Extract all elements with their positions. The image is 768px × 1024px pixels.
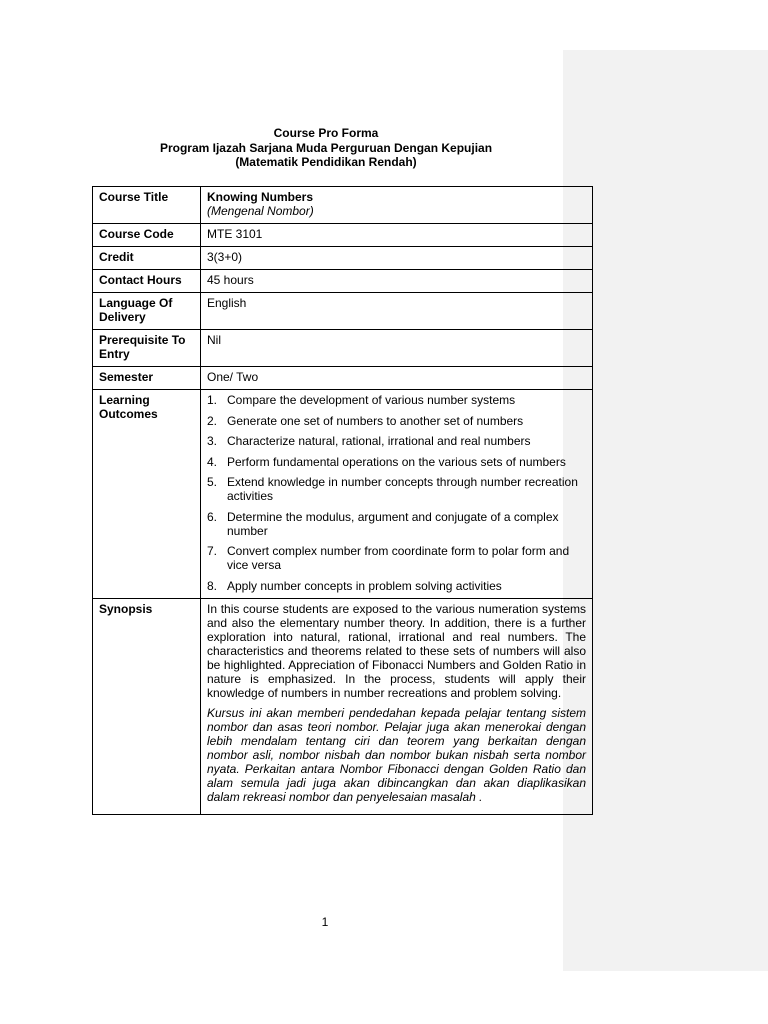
- outcome-text: Perform fundamental operations on the various sets of numbers: [227, 454, 566, 469]
- synopsis-cell: [201, 598, 593, 814]
- credit-value: 3(3+0): [201, 247, 593, 270]
- row-course-title: [93, 187, 593, 224]
- synopsis-label: Synopsis: [93, 598, 201, 814]
- outcome-number: 6.: [207, 509, 218, 524]
- learning-outcomes-cell: [201, 390, 593, 599]
- list-item: [207, 544, 586, 572]
- outcome-text: Determine the modulus, argument and conjugate of a complex number: [227, 509, 559, 538]
- contact-hours-value: 45 hours: [201, 270, 593, 293]
- course-code-label: Course Code: [93, 224, 201, 247]
- list-item: [207, 475, 586, 503]
- outcome-number: 7.: [207, 544, 218, 558]
- contact-hours-label: Contact Hours: [93, 270, 201, 293]
- course-code-value: MTE 3101: [201, 224, 593, 247]
- outcome-number: 3.: [207, 434, 218, 448]
- semester-label: Semester: [93, 367, 201, 390]
- course-title-cell: [201, 187, 593, 224]
- row-language: [93, 293, 593, 330]
- row-credit: [93, 247, 593, 270]
- language-value: English: [201, 293, 593, 330]
- list-item: [207, 414, 586, 428]
- semester-value: One/ Two: [201, 367, 593, 390]
- row-semester: [93, 367, 593, 390]
- outcome-number: 4.: [207, 454, 218, 469]
- prerequisite-label: Prerequisite To Entry: [93, 330, 201, 367]
- course-title-label: Course Title: [93, 187, 201, 224]
- synopsis-english: In this course students are exposed to the various numeration systems and also the elementary number theory. In addition, there is a further exploration into natural, rational, irrational and real numbers. The characteristics and theorems related to these sets of numbers will also be highlighted. Appreciation of Fibonacci Numbers and Golden Ratio in nature is emphasized. In the process, students will apply their knowledge of numbers in number recreations and problem solving.: [207, 601, 586, 700]
- outcome-number: 1.: [207, 393, 218, 407]
- list-item: [207, 579, 586, 593]
- course-title-value: Knowing Numbers: [207, 190, 314, 204]
- document-header: [92, 126, 560, 170]
- learning-outcomes-list: [207, 393, 586, 593]
- row-synopsis: [93, 598, 593, 814]
- header-title: Course Pro Forma: [273, 126, 379, 140]
- row-contact-hours: [93, 270, 593, 293]
- outcome-text: Extend knowledge in number concepts through number recreation activities: [227, 475, 578, 503]
- outcome-text: Compare the development of various number systems: [227, 393, 516, 407]
- list-item: [207, 455, 586, 469]
- outcome-text: Apply number concepts in problem solving activities: [227, 578, 502, 593]
- outcome-text: Generate one set of numbers to another set of numbers: [227, 413, 524, 428]
- outcome-text: Characterize natural, rational, irrational and real numbers: [227, 434, 531, 448]
- course-proforma-table: [92, 186, 593, 815]
- learning-outcomes-label: Learning Outcomes: [93, 390, 201, 599]
- outcome-text: Convert complex number from coordinate form to polar form and vice versa: [227, 544, 570, 572]
- row-prerequisite: [93, 330, 593, 367]
- prerequisite-value: Nil: [201, 330, 593, 367]
- row-learning-outcomes: [93, 390, 593, 599]
- header-subprogram: (Matematik Pendidikan Rendah): [235, 155, 417, 169]
- list-item: [207, 510, 586, 538]
- language-label: Language Of Delivery: [93, 293, 201, 330]
- header-program: Program Ijazah Sarjana Muda Perguruan Dengan Kepujian: [159, 140, 493, 155]
- list-item: [207, 393, 586, 407]
- synopsis-malay: Kursus ini akan memberi pendedahan kepada pelajar tentang sistem nombor dan asas teori nombor. Pelajar juga akan menerokai dengan lebih mendalam tentang ciri dan teorem yang berkaitan dengan nombor asli, nombor nisbah dan nombor bukan nisbah serta nombor nyata. Perkaitan antara Nombor Fibonacci dengan Golden Ratio dan alam semula jadi juga akan dibincangkan dan akan diaplikasikan dalam rekreasi nombor dan penyelesaian masalah .: [207, 705, 586, 804]
- outcome-number: 2.: [207, 413, 218, 428]
- list-item: [207, 434, 586, 448]
- credit-label: Credit: [93, 247, 201, 270]
- comment-pane: [563, 50, 768, 971]
- outcome-number: 8.: [207, 578, 218, 593]
- page-number: 1: [321, 915, 329, 929]
- course-title-malay: (Mengenal Nombor): [207, 204, 314, 218]
- outcome-number: 5.: [207, 475, 218, 489]
- row-course-code: [93, 224, 593, 247]
